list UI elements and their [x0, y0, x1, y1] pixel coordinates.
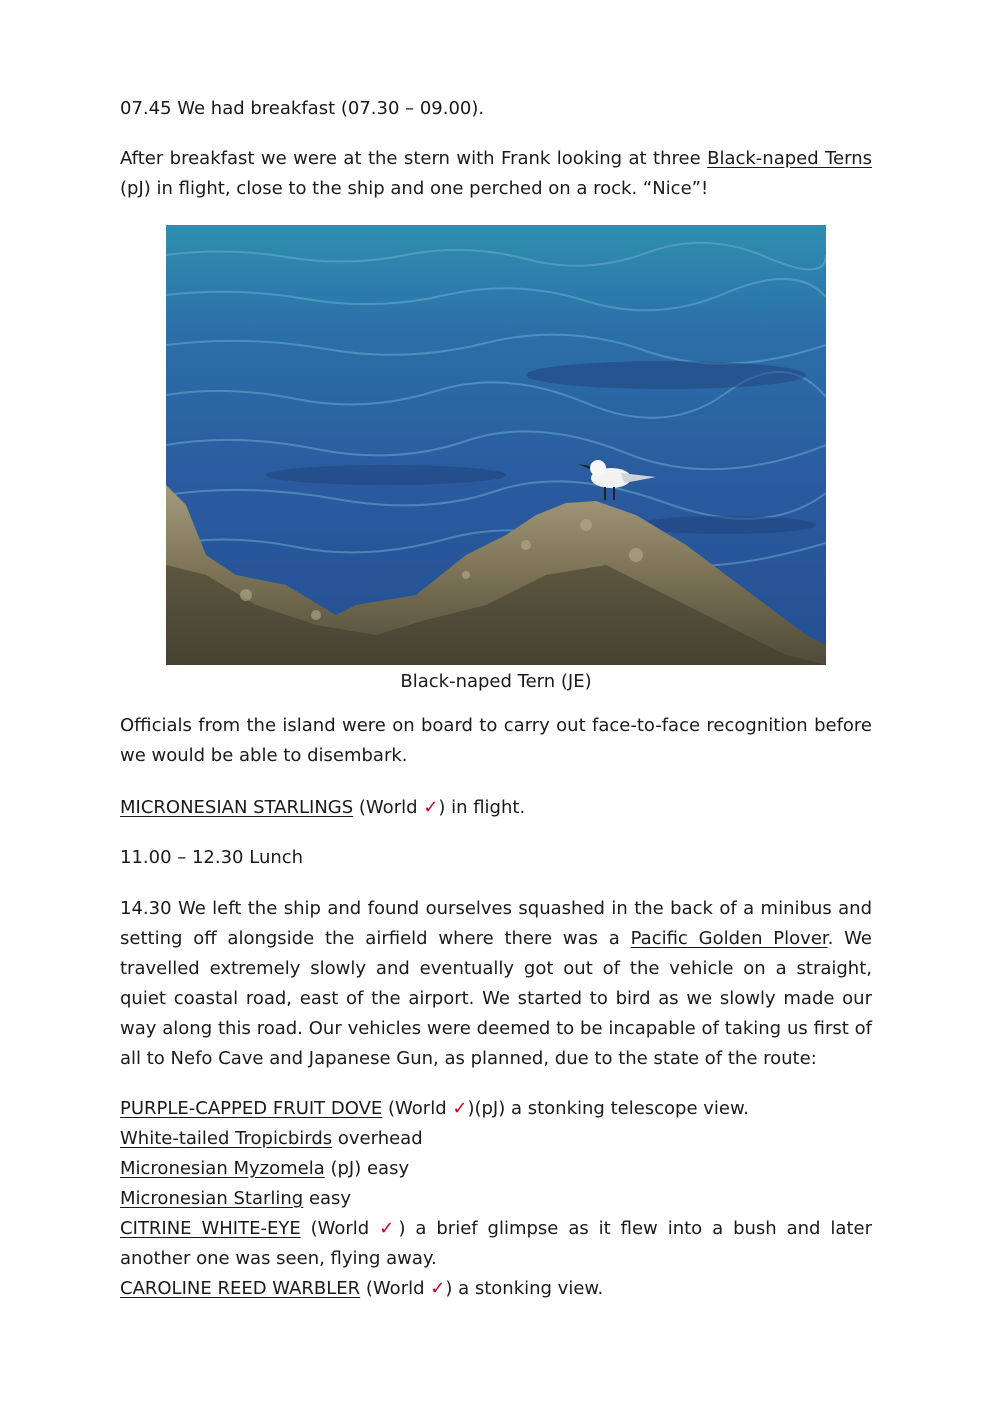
paragraph-starlings — [120, 793, 872, 823]
bird-link-white-tailed-tropicbirds[interactable]: White-tailed Tropicbirds — [120, 1128, 333, 1149]
paragraph-terns-text-a: After breakfast we were at the stern with Frank looking at three — [120, 148, 708, 169]
tick-icon: ✓ — [430, 1278, 446, 1299]
list-item-text-b: ) a brief glimpse as it flew into a bush and later another one was seen, flying away. — [120, 1218, 872, 1269]
list-item-text-a: (World — [360, 1278, 431, 1299]
list-item-text-a: easy — [303, 1188, 352, 1209]
list-item-text-b: )(pJ) a stonking telescope view. — [467, 1098, 749, 1119]
bird-link-black-naped-terns[interactable]: Black-naped Terns — [707, 148, 872, 169]
paragraph-terns-text-b: (pJ) in flight, close to the ship and one perched on a rock. “Nice”! — [120, 178, 709, 199]
list-item-text-a: (pJ) easy — [324, 1158, 410, 1179]
paragraph-officials: Officials from the island were on board to carry out face-to-face recognition before we would be able to disembark. — [120, 715, 872, 766]
list-item — [120, 1124, 872, 1154]
tick-icon: ✓ — [423, 797, 439, 818]
list-item-text-b: ) a stonking view. — [445, 1278, 604, 1299]
bird-list — [120, 1094, 872, 1304]
paragraph-lunch: 11.00 – 12.30 Lunch — [120, 847, 304, 868]
photo-black-naped-tern — [166, 225, 826, 665]
list-item-text-a: (World — [300, 1218, 380, 1239]
bird-link-micronesian-starlings[interactable]: MICRONESIAN STARLINGS — [120, 797, 354, 818]
tick-icon: ✓ — [452, 1098, 468, 1119]
paragraph-afternoon-text-a: 14.30 We left the ship and found ourselves squashed in the back of a minibus and setting off alongside the airfield where there was a — [120, 898, 872, 949]
paragraph-afternoon — [120, 894, 872, 1074]
bird-link-citrine-white-eye[interactable]: CITRINE WHITE-EYE — [120, 1218, 301, 1239]
list-item — [120, 1154, 872, 1184]
bird-link-pacific-golden-plover[interactable]: Pacific Golden Plover — [630, 928, 828, 949]
paragraph-breakfast: 07.45 We had breakfast (07.30 – 09.00). — [120, 98, 485, 119]
list-item — [120, 1184, 872, 1214]
paragraph-starlings-text-b: ) in flight. — [438, 797, 526, 818]
paragraph-afternoon-text-b: . We travelled extremely slowly and eventually got out of the vehicle on a straight, quiet coastal road, east of the airport. We started to bird as we slowly made our way along this road. Our vehicles were deemed to be incapable of taking us first of all to Nefo Cave and Japanese Gun, as planned, due to the state of the route: — [120, 928, 872, 1069]
tick-icon: ✓ — [379, 1218, 399, 1239]
list-item-text-a: overhead — [332, 1128, 423, 1149]
list-item-text-a: (World — [382, 1098, 453, 1119]
list-item — [120, 1214, 872, 1274]
paragraph-starlings-text-a: (World — [353, 797, 424, 818]
list-item — [120, 1274, 872, 1304]
bird-link-micronesian-myzomela[interactable]: Micronesian Myzomela — [120, 1158, 325, 1179]
list-item — [120, 1094, 872, 1124]
bird-link-purple-capped-fruit-dove[interactable]: PURPLE-CAPPED FRUIT DOVE — [120, 1098, 383, 1119]
bird-link-micronesian-starling[interactable]: Micronesian Starling — [120, 1188, 304, 1209]
paragraph-terns — [120, 144, 872, 204]
photo-caption: Black-naped Tern (JE) — [400, 671, 592, 692]
bird-link-caroline-reed-warbler[interactable]: CAROLINE REED WARBLER — [120, 1278, 361, 1299]
